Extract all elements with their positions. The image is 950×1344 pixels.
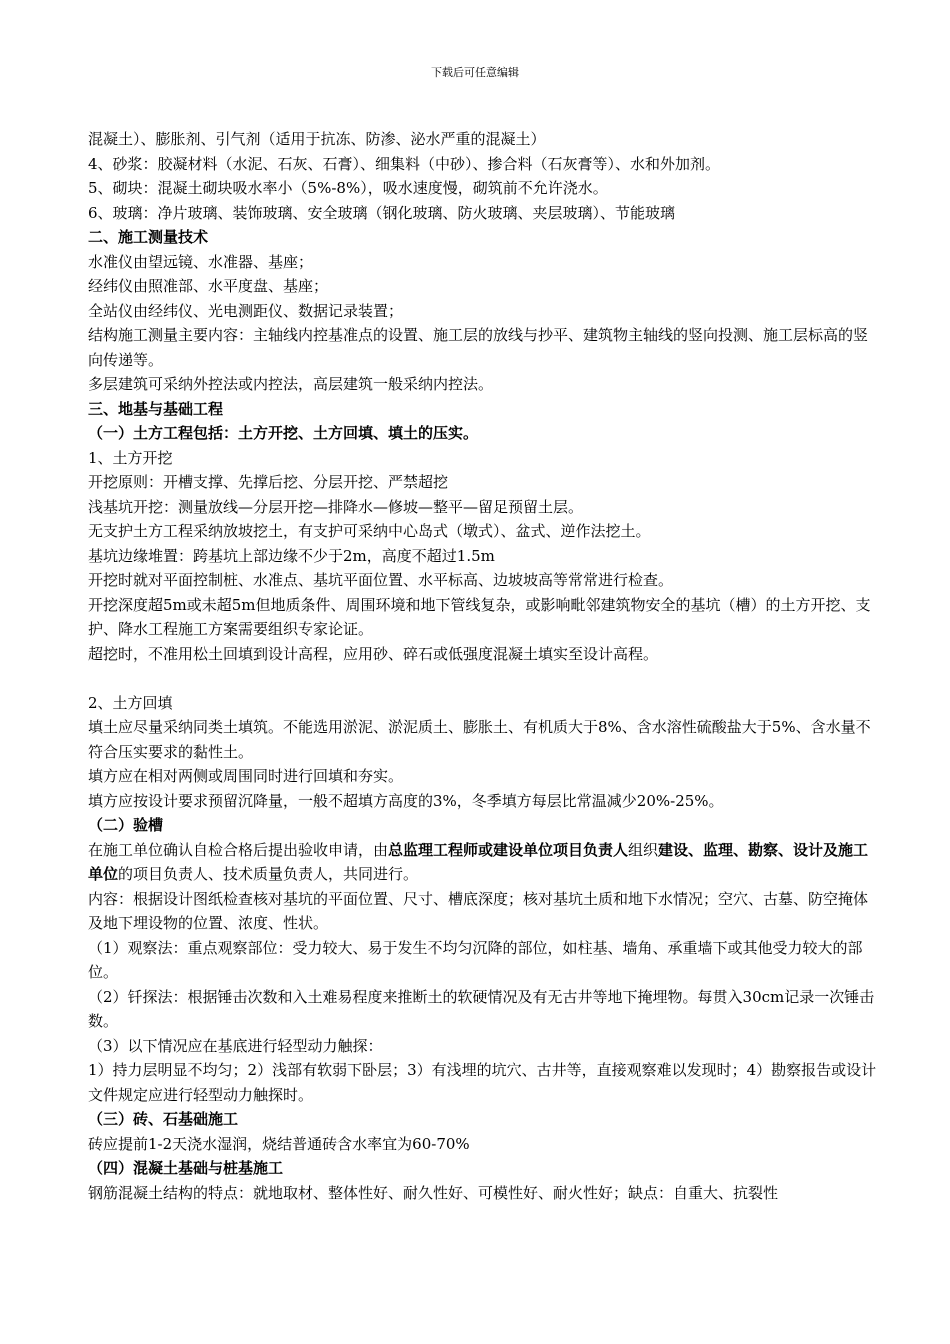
paragraph: 填方应在相对两侧或周围同时进行回填和夯实。 [88,767,404,785]
paragraph: 内容：根据设计图纸检查核对基坑的平面位置、尺寸、槽底深度；核对基坑土质和地下水情况；空穴、古墓、防空掩体及地下埋设物的位置、浓度、性状。 [88,889,869,932]
paragraph: 5、砌块：混凝土砌块吸水率小（5%-8%），吸水速度慢，砌筑前不允许浇水。 [88,179,608,197]
text-run: 在施工单位确认自检合格后提出验收申请，由 [88,840,389,859]
paragraph: 开挖深度超5m或未超5m但地质条件、周围环境和地下管线复杂，或影响毗邻建筑物安全的基坑（槽）的土方开挖、支护、降水工程施工方案需要组织专家论证。 [88,595,871,638]
subsection-heading: （三）砖、石基础施工 [88,1110,239,1128]
page-header: 下载后可任意编辑 [431,66,519,79]
paragraph: （1）观察法：重点观察部位：受力较大、易于发生不均匀沉降的部位，如柱基、墙角、承重墙下或其他受力较大的部位。 [88,938,863,981]
subsection-heading: （二）验槽 [88,816,164,834]
paragraph: 砖应提前1-2天浇水湿润，烧结普通砖含水率宜为60-70% [88,1134,470,1153]
blank-line [88,666,878,691]
paragraph: 全站仪由经纬仪、光电测距仪、数据记录装置； [88,301,404,320]
bold-run: 建设、监理、勘察、设计及施工单位 [88,840,869,883]
paragraph: 基坑边缘堆置：跨基坑上部边缘不少于2m，高度不超过1.5m [88,546,495,565]
paragraph: 浅基坑开挖：测量放线—分层开挖—排降水—修坡—整平—留足预留土层。 [88,497,584,516]
paragraph: 水准仪由望远镜、水准器、基座； [88,252,314,271]
section-heading: 二、施工测量技术 [88,228,209,246]
paragraph: （2）钎探法：根据锤击次数和入土难易程度来推断土的软硬情况及有无古井等地下掩埋物。每贯入30cm记录一次锤击数。 [88,987,875,1030]
paragraph: 填方应按设计要求预留沉降量，一般不超填方高度的3%，冬季填方每层比常温减少20%-25%。 [88,791,724,810]
paragraph: 2、土方回填 [88,693,173,712]
paragraph: 无支护土方工程采纳放坡挖土，有支护可采纳中心岛式（墩式）、盆式、逆作法挖土。 [88,522,651,540]
bold-run: 总监理工程师或建设单位项目负责人 [388,840,629,859]
subsection-heading: （四）混凝土基础与桩基施工 [88,1159,284,1177]
paragraph: 1）持力层明显不均匀；2）浅部有软弱下卧层；3）有浅埋的坑穴、古井等，直接观察难以发现时；4）勘察报告或设计文件规定应进行轻型动力触探时。 [88,1061,877,1104]
paragraph-inspection [88,838,878,887]
paragraph: 混凝土）、膨胀剂、引气剂（适用于抗冻、防渗、泌水严重的混凝土） [88,130,546,148]
paragraph: 4、砂浆：胶凝材料（水泥、石灰、石膏）、细集料（中砂）、掺合料（石灰膏等）、水和外加剂。 [88,154,721,173]
text-run: 组织 [628,840,659,859]
paragraph: 多层建筑可采纳外控法或内控法，高层建筑一般采纳内控法。 [88,375,494,393]
paragraph: （3）以下情况应在基底进行轻型动力触探： [88,1036,383,1055]
section-heading: 三、地基与基础工程 [88,399,224,418]
paragraph: 钢筋混凝土结构的特点：就地取材、整体性好、耐久性好、可模性好、耐火性好；缺点：自重大、抗裂性 [88,1183,779,1202]
document-body [88,127,878,1205]
paragraph: 开挖时就对平面控制桩、水准点、基坑平面位置、水平标高、边坡坡高等常常进行检查。 [88,571,674,589]
subsection-heading: （一）土方工程包括：土方开挖、土方回填、填土的压实。 [88,424,479,442]
paragraph: 1、土方开挖 [88,448,173,467]
paragraph: 开挖原则：开槽支撑、先撑后挖、分层开挖、严禁超挖 [88,473,449,491]
paragraph: 经纬仪由照准部、水平度盘、基座； [88,277,329,295]
paragraph: 超挖时，不准用松土回填到设计高程，应用砂、碎石或低强度混凝土填实至设计高程。 [88,644,659,663]
paragraph: 填土应尽量采纳同类土填筑。不能选用淤泥、淤泥质土、膨胀土、有机质大于8%、含水溶性硫酸盐大于5%、含水量不符合压实要求的黏性土。 [88,718,871,761]
paragraph: 6、玻璃：净片玻璃、装饰玻璃、安全玻璃（钢化玻璃、防火玻璃、夹层玻璃）、节能玻璃 [88,203,676,222]
text-run: 的项目负责人、技术质量负责人，共同进行。 [118,865,419,883]
paragraph: 结构施工测量主要内容：主轴线内控基准点的设置、施工层的放线与抄平、建筑物主轴线的竖向投测、施工层标高的竖向传递等。 [88,326,869,369]
